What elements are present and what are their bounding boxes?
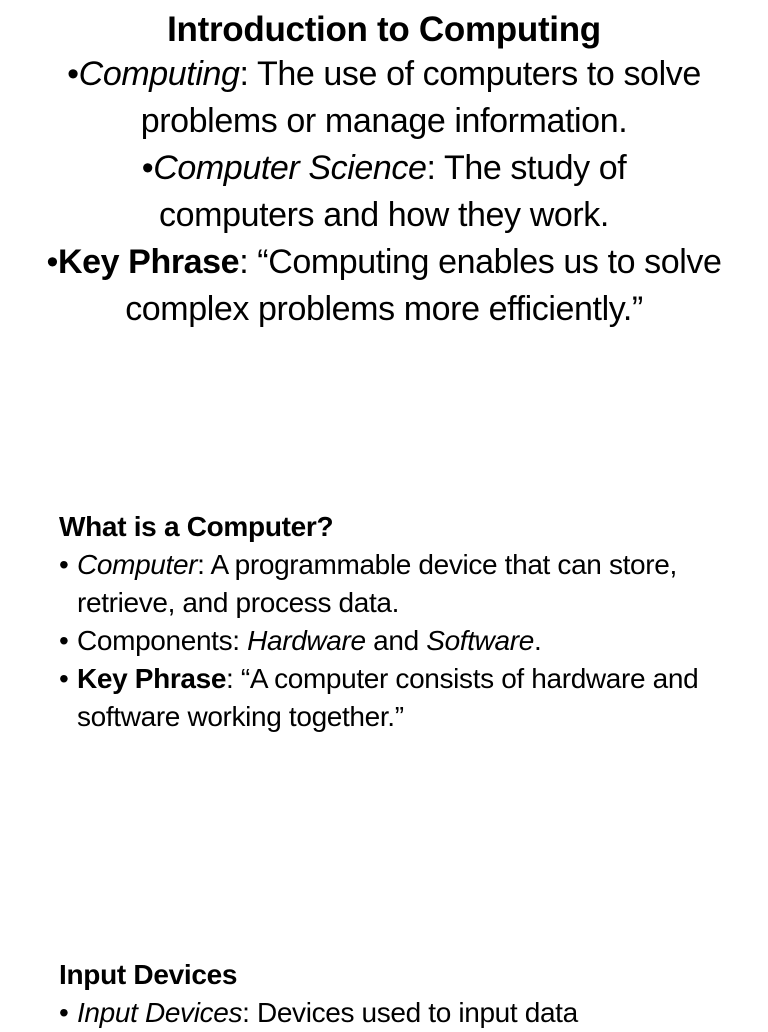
- input-devices-section: [59, 956, 739, 1032]
- bullet-marker: •: [46, 243, 58, 281]
- term-hardware: Hardware: [247, 625, 366, 656]
- key-phrase-quote: : “Computing enables us to solve complex problems more efficiently.”: [125, 243, 722, 328]
- bullet-list: [59, 994, 739, 1032]
- bullet-computer: [59, 546, 739, 622]
- what-is-computer-section: [59, 508, 739, 736]
- intro-title: Introduction to Computing: [167, 10, 601, 49]
- bullet-computer-science: [84, 145, 684, 239]
- bullet-marker: •: [59, 625, 69, 656]
- bullet-marker: •: [59, 663, 69, 694]
- components-end: .: [533, 625, 542, 656]
- term-key-phrase: Key Phrase: [57, 243, 240, 281]
- definition-computer-science: : The study of computers and how they work.: [159, 149, 627, 234]
- definition-computing: : The use of computers to solve problems or manage information.: [140, 55, 701, 140]
- definition-input-devices: : Devices used to input data: [242, 997, 578, 1028]
- bullet-key-phrase-2: [59, 660, 739, 736]
- bullet-computing: [34, 51, 734, 145]
- term-key-phrase: Key Phrase: [77, 663, 227, 694]
- bullet-key-phrase-1: [24, 239, 744, 333]
- term-computing: Computing: [78, 55, 240, 93]
- term-computer-science: Computer Science: [153, 149, 427, 187]
- term-computer: Computer: [77, 549, 198, 580]
- section-heading: What is a Computer?: [59, 511, 334, 542]
- bullet-marker: •: [141, 149, 154, 187]
- intro-section: [0, 8, 768, 333]
- bullet-marker: •: [59, 549, 69, 580]
- components-and: and: [365, 625, 427, 656]
- bullet-marker: •: [59, 997, 69, 1028]
- bullet-marker: •: [67, 55, 79, 93]
- key-phrase-quote: : “A computer consists of hardware and software working together.”: [77, 663, 699, 732]
- bullet-components: [59, 622, 739, 660]
- components-lead: Components:: [77, 625, 248, 656]
- bullet-list: [59, 546, 739, 736]
- section-heading: Input Devices: [59, 959, 238, 990]
- term-input-devices: Input Devices: [77, 997, 243, 1028]
- term-software: Software: [426, 625, 534, 656]
- definition-computer: : A programmable device that can store, retrieve, and process data.: [77, 549, 677, 618]
- bullet-input-devices: [59, 994, 739, 1032]
